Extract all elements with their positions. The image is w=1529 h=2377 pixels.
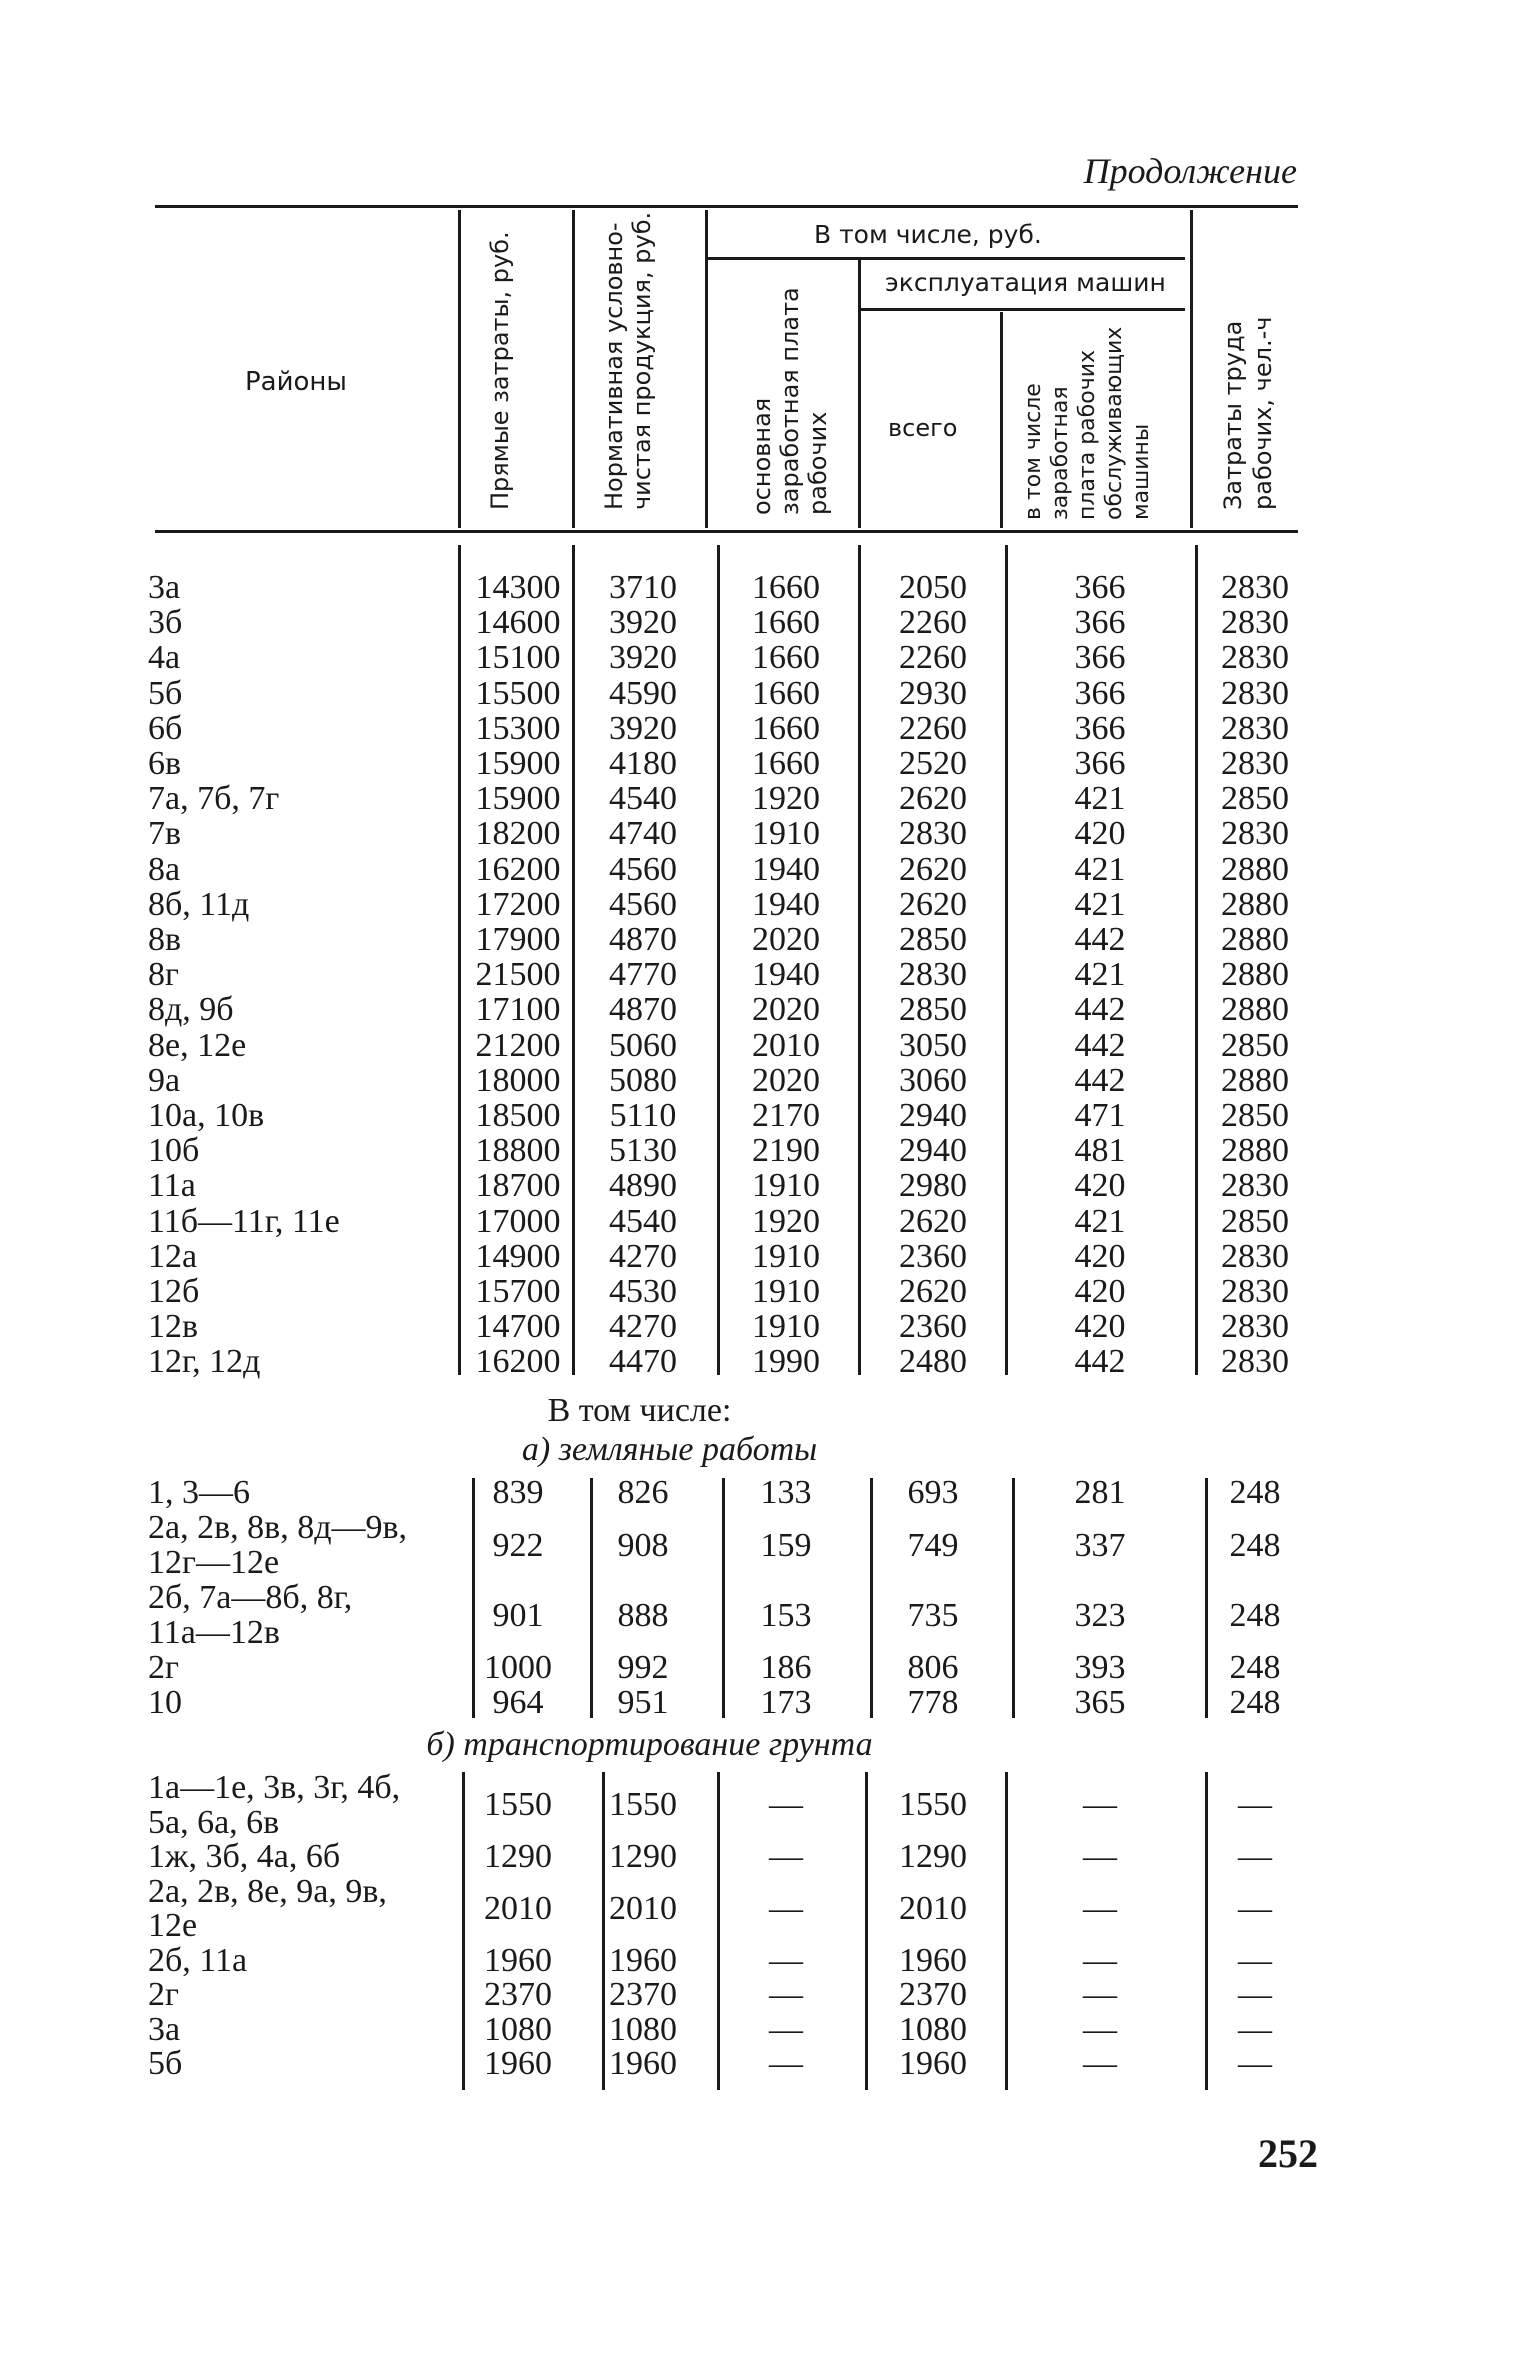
- cell-machines-wage: 366: [1074, 569, 1126, 606]
- cell-machines-wage: 366: [1074, 710, 1126, 747]
- header-bottom-rule: [155, 530, 1298, 533]
- cell-machines-wage: 421: [1074, 886, 1126, 923]
- cell-direct-costs: 2010: [484, 1890, 552, 1927]
- cell-machines-wage: —: [1083, 2011, 1117, 2048]
- cell-machines-total: 735: [907, 1597, 959, 1634]
- cell-base-wage: —: [769, 1942, 803, 1979]
- cell-direct-costs: 15500: [475, 675, 561, 712]
- region-name: 2б, 7а—8б, 8г,: [148, 1579, 353, 1616]
- cell-labor-costs: 2830: [1221, 604, 1289, 641]
- cell-normative-output: 4590: [609, 675, 677, 712]
- cell-machines-total: 2930: [899, 675, 967, 712]
- section-vrule: [602, 1772, 605, 2090]
- cell-labor-costs: 2830: [1221, 675, 1289, 712]
- cell-direct-costs: 14300: [475, 569, 561, 606]
- region-name: 1ж, 3б, 4а, 6б: [148, 1838, 341, 1875]
- cell-machines-total: 2520: [899, 745, 967, 782]
- region-name: 5б: [148, 2045, 183, 2082]
- section-vrule: [865, 1772, 868, 2090]
- region-name: 2г: [148, 1976, 179, 2013]
- cell-machines-wage: 337: [1074, 1527, 1126, 1564]
- cell-normative-output: 908: [617, 1527, 669, 1564]
- cell-labor-costs: —: [1238, 1890, 1272, 1927]
- region-name: 1а—1е, 3в, 3г, 4б,: [148, 1769, 401, 1806]
- region-name: 7а, 7б, 7г: [148, 780, 280, 817]
- region-name: 8г: [148, 956, 179, 993]
- region-name: 7в: [148, 815, 182, 852]
- cell-labor-costs: 2830: [1221, 745, 1289, 782]
- cell-machines-total: 1290: [899, 1838, 967, 1875]
- cell-direct-costs: 16200: [475, 1343, 561, 1380]
- region-name: 5а, 6а, 6в: [148, 1803, 280, 1841]
- cell-machines-wage: 421: [1074, 851, 1126, 888]
- cell-labor-costs: 2850: [1221, 780, 1289, 817]
- cell-base-wage: 2190: [752, 1132, 820, 1169]
- cell-direct-costs: 2370: [484, 1976, 552, 2013]
- cell-normative-output: 1960: [609, 2045, 677, 2082]
- cell-base-wage: —: [769, 2045, 803, 2082]
- cell-base-wage: 2020: [752, 921, 820, 958]
- cell-machines-total: 3050: [899, 1027, 967, 1064]
- header-regions: Районы: [245, 367, 347, 397]
- cell-normative-output: 4890: [609, 1167, 677, 1204]
- region-name: 4а: [148, 639, 181, 676]
- cell-machines-wage: 420: [1074, 1167, 1126, 1204]
- cell-base-wage: 1660: [752, 569, 820, 606]
- region-name: 8д, 9б: [148, 991, 234, 1028]
- cell-machines-wage: —: [1083, 2045, 1117, 2082]
- page-number: 252: [1258, 2131, 1318, 2176]
- cell-labor-costs: 2830: [1221, 815, 1289, 852]
- header-direct-costs: Прямые затраты, руб.: [486, 231, 514, 510]
- cell-direct-costs: 1550: [484, 1786, 552, 1823]
- cell-labor-costs: 2850: [1221, 1027, 1289, 1064]
- cell-machines-wage: 471: [1074, 1097, 1126, 1134]
- region-name: 12г, 12д: [148, 1343, 261, 1380]
- cell-machines-total: 2980: [899, 1167, 967, 1204]
- cell-direct-costs: 18700: [475, 1167, 561, 1204]
- cell-direct-costs: 18800: [475, 1132, 561, 1169]
- cell-direct-costs: 15100: [475, 639, 561, 676]
- cell-labor-costs: —: [1238, 1838, 1272, 1875]
- region-name: 8в: [148, 921, 182, 958]
- region-name: 11а—12в: [148, 1614, 280, 1651]
- header-base-wage: основная заработная плата рабочих: [748, 287, 832, 515]
- cell-direct-costs: 18500: [475, 1097, 561, 1134]
- header-labor-costs: Затраты труда рабочих, чел.-ч: [1219, 316, 1277, 510]
- region-name: 12а: [148, 1238, 198, 1275]
- section-vrule: [1205, 1478, 1208, 1718]
- cell-direct-costs: 21500: [475, 956, 561, 993]
- cell-labor-costs: 2880: [1221, 851, 1289, 888]
- cell-labor-costs: —: [1238, 2011, 1272, 2048]
- section-vrule: [722, 1478, 725, 1718]
- cell-base-wage: 1660: [752, 710, 820, 747]
- cell-base-wage: 2020: [752, 1062, 820, 1099]
- cell-normative-output: 1290: [609, 1838, 677, 1875]
- cell-machines-total: 2620: [899, 780, 967, 817]
- cell-labor-costs: 2880: [1221, 956, 1289, 993]
- cell-normative-output: 5080: [609, 1062, 677, 1099]
- cell-normative-output: 4180: [609, 745, 677, 782]
- cell-machines-total: 2620: [899, 1203, 967, 1240]
- header-vrule-4: [858, 260, 861, 528]
- cell-base-wage: 153: [760, 1597, 812, 1634]
- cell-direct-costs: 18000: [475, 1062, 561, 1099]
- cell-base-wage: —: [769, 1786, 803, 1823]
- cell-base-wage: 1940: [752, 851, 820, 888]
- section-vrule: [1205, 1772, 1208, 2090]
- cell-normative-output: 4870: [609, 921, 677, 958]
- cell-machines-wage: 442: [1074, 1027, 1126, 1064]
- cell-labor-costs: 2830: [1221, 1167, 1289, 1204]
- cell-direct-costs: 14600: [475, 604, 561, 641]
- region-name: 8б, 11д: [148, 886, 250, 923]
- cell-machines-total: 749: [907, 1527, 959, 1564]
- cell-base-wage: —: [769, 1890, 803, 1927]
- cell-machines-total: 806: [907, 1649, 959, 1686]
- cell-base-wage: 159: [760, 1527, 812, 1564]
- cell-machines-total: 2620: [899, 1273, 967, 1310]
- cell-base-wage: 2020: [752, 991, 820, 1028]
- section-vrule: [870, 1478, 873, 1718]
- cell-machines-total: 2050: [899, 569, 967, 606]
- region-name: 3а: [148, 2010, 181, 2048]
- cell-base-wage: 1660: [752, 675, 820, 712]
- cell-direct-costs: 1000: [484, 1649, 552, 1686]
- cell-machines-total: 2360: [899, 1308, 967, 1345]
- cell-base-wage: 1940: [752, 956, 820, 993]
- cell-direct-costs: 1290: [484, 1838, 552, 1875]
- header-incl-wage-service: в том числе заработная плата рабочих обслуживающих машины: [1021, 326, 1154, 520]
- region-name: 10б: [148, 1132, 200, 1169]
- cell-base-wage: 1910: [752, 1273, 820, 1310]
- cell-machines-total: 2260: [899, 710, 967, 747]
- cell-machines-total: 2010: [899, 1890, 967, 1927]
- header-normative-output: Нормативная условно-чистая продукция, руб.: [600, 211, 656, 510]
- cell-normative-output: 5060: [609, 1027, 677, 1064]
- cell-base-wage: 2010: [752, 1027, 820, 1064]
- cell-labor-costs: 2880: [1221, 991, 1289, 1028]
- cell-machines-total: 2260: [899, 639, 967, 676]
- cell-labor-costs: 2830: [1221, 1238, 1289, 1275]
- cell-machines-wage: 420: [1074, 1238, 1126, 1275]
- region-name: 6б: [148, 710, 183, 747]
- cell-machines-total: 1550: [899, 1786, 967, 1823]
- cell-base-wage: 186: [760, 1649, 812, 1686]
- cell-base-wage: 1660: [752, 745, 820, 782]
- region-name: 10а, 10в: [148, 1097, 265, 1134]
- cell-normative-output: 4470: [609, 1343, 677, 1380]
- cell-machines-total: 2620: [899, 851, 967, 888]
- region-name: 9а: [148, 1062, 181, 1099]
- cell-machines-total: 1080: [899, 2011, 967, 2048]
- cell-direct-costs: 901: [492, 1597, 544, 1634]
- cell-machines-wage: —: [1083, 1976, 1117, 2013]
- cell-machines-wage: 481: [1074, 1132, 1126, 1169]
- cell-base-wage: 1910: [752, 1167, 820, 1204]
- cell-machines-total: 2940: [899, 1097, 967, 1134]
- cell-machines-total: 693: [907, 1474, 959, 1511]
- cell-normative-output: 826: [617, 1474, 669, 1511]
- cell-normative-output: 5110: [609, 1097, 677, 1134]
- cell-base-wage: 173: [760, 1684, 812, 1721]
- cell-labor-costs: 248: [1229, 1597, 1281, 1634]
- cell-normative-output: 1550: [609, 1786, 677, 1823]
- cell-machines-wage: 442: [1074, 1062, 1126, 1099]
- body-vrule-4: [858, 545, 861, 1375]
- cell-direct-costs: 15900: [475, 780, 561, 817]
- cell-machines-wage: 366: [1074, 675, 1126, 712]
- cell-direct-costs: 17200: [475, 886, 561, 923]
- cell-direct-costs: 964: [492, 1684, 544, 1721]
- cell-normative-output: 4740: [609, 815, 677, 852]
- header-machine-operation: эксплуатация машин: [885, 268, 1166, 297]
- region-name: 12е: [148, 1907, 198, 1944]
- cell-labor-costs: 2830: [1221, 639, 1289, 676]
- cell-normative-output: 2370: [609, 1976, 677, 2013]
- cell-machines-wage: 366: [1074, 745, 1126, 782]
- cell-normative-output: 3920: [609, 639, 677, 676]
- cell-normative-output: 888: [617, 1597, 669, 1634]
- region-name: 12г—12е: [148, 1544, 280, 1581]
- cell-direct-costs: 1960: [484, 2045, 552, 2082]
- cell-normative-output: 3920: [609, 604, 677, 641]
- cell-normative-output: 4870: [609, 991, 677, 1028]
- region-name: 11б—11г, 11е: [148, 1203, 340, 1240]
- cell-direct-costs: 17100: [475, 991, 561, 1028]
- cell-machines-wage: 421: [1074, 1203, 1126, 1240]
- header-total: всего: [888, 414, 958, 442]
- cell-direct-costs: 15700: [475, 1273, 561, 1310]
- section-vrule: [1005, 1772, 1008, 2090]
- cell-direct-costs: 1080: [484, 2011, 552, 2048]
- cell-labor-costs: —: [1238, 1976, 1272, 2013]
- body-vrule-5: [1005, 545, 1008, 1375]
- region-name: 8а: [148, 851, 181, 888]
- cell-machines-wage: 442: [1074, 991, 1126, 1028]
- cell-base-wage: 1920: [752, 780, 820, 817]
- cell-normative-output: 4560: [609, 851, 677, 888]
- cell-base-wage: —: [769, 1976, 803, 2013]
- cell-machines-wage: 281: [1074, 1474, 1126, 1511]
- cell-machines-wage: 323: [1074, 1597, 1126, 1634]
- cell-base-wage: 2170: [752, 1097, 820, 1134]
- cell-machines-wage: 365: [1074, 1684, 1126, 1721]
- cell-base-wage: 1990: [752, 1343, 820, 1380]
- region-name: 2б, 11а: [148, 1941, 248, 1979]
- cell-base-wage: 1660: [752, 604, 820, 641]
- cell-direct-costs: 14700: [475, 1308, 561, 1345]
- region-name: 6в: [148, 745, 182, 782]
- cell-machines-wage: 393: [1074, 1649, 1126, 1686]
- region-name: 2а, 2в, 8е, 9а, 9в,: [148, 1872, 387, 1910]
- section-vrule: [717, 1772, 720, 2090]
- cell-machines-wage: —: [1083, 1838, 1117, 1875]
- cell-base-wage: —: [769, 1838, 803, 1875]
- cell-machines-wage: 366: [1074, 639, 1126, 676]
- cell-labor-costs: —: [1238, 2045, 1272, 2082]
- cell-machines-wage: —: [1083, 1942, 1117, 1979]
- region-name: 10: [148, 1684, 182, 1721]
- cell-machines-wage: 420: [1074, 815, 1126, 852]
- region-name: 2а, 2в, 8в, 8д—9в,: [148, 1509, 408, 1546]
- cell-normative-output: 4540: [609, 780, 677, 817]
- cell-machines-total: 2620: [899, 886, 967, 923]
- cell-machines-wage: —: [1083, 1786, 1117, 1823]
- cell-labor-costs: —: [1238, 1786, 1272, 1823]
- cell-machines-total: 2260: [899, 604, 967, 641]
- cell-base-wage: 1910: [752, 1308, 820, 1345]
- region-name: 5б: [148, 675, 183, 712]
- cell-labor-costs: —: [1238, 1942, 1272, 1979]
- cell-direct-costs: 922: [492, 1527, 544, 1564]
- cell-base-wage: 1940: [752, 886, 820, 923]
- cell-labor-costs: 2830: [1221, 1308, 1289, 1345]
- including-subrule: [705, 257, 1185, 260]
- cell-base-wage: 1910: [752, 1238, 820, 1275]
- cell-machines-total: 2830: [899, 956, 967, 993]
- cell-direct-costs: 1960: [484, 1942, 552, 1979]
- cell-machines-total: 2940: [899, 1132, 967, 1169]
- cell-normative-output: 3920: [609, 710, 677, 747]
- cell-normative-output: 4540: [609, 1203, 677, 1240]
- header-vrule-3: [705, 210, 708, 528]
- header-top-rule: [155, 205, 1298, 208]
- cell-labor-costs: 248: [1229, 1474, 1281, 1511]
- cell-machines-total: 2360: [899, 1238, 967, 1275]
- header-including: В том числе, руб.: [814, 220, 1042, 249]
- cell-direct-costs: 15300: [475, 710, 561, 747]
- cell-direct-costs: 839: [492, 1474, 544, 1511]
- region-name: 8е, 12е: [148, 1027, 247, 1064]
- cell-base-wage: 1660: [752, 639, 820, 676]
- cell-machines-total: 2850: [899, 991, 967, 1028]
- cell-base-wage: —: [769, 2011, 803, 2048]
- cell-normative-output: 3710: [609, 569, 677, 606]
- cell-direct-costs: 15900: [475, 745, 561, 782]
- cell-machines-total: 3060: [899, 1062, 967, 1099]
- cell-normative-output: 1960: [609, 1942, 677, 1979]
- cell-machines-wage: 420: [1074, 1308, 1126, 1345]
- cell-machines-wage: 421: [1074, 780, 1126, 817]
- cell-labor-costs: 2830: [1221, 710, 1289, 747]
- cell-direct-costs: 18200: [475, 815, 561, 852]
- header-vrule-5: [1000, 312, 1003, 528]
- cell-labor-costs: 2830: [1221, 1343, 1289, 1380]
- cell-machines-wage: 442: [1074, 1343, 1126, 1380]
- region-name: 12б: [148, 1273, 200, 1310]
- machines-subrule: [860, 308, 1185, 311]
- section-vrule: [1012, 1478, 1015, 1718]
- cell-direct-costs: 21200: [475, 1027, 561, 1064]
- cell-normative-output: 2010: [609, 1890, 677, 1927]
- body-vrule-3: [717, 545, 720, 1375]
- cell-machines-total: 2830: [899, 815, 967, 852]
- cell-labor-costs: 2880: [1221, 1132, 1289, 1169]
- cell-machines-total: 2370: [899, 1976, 967, 2013]
- header-vrule-1: [458, 210, 461, 528]
- cell-normative-output: 951: [617, 1684, 669, 1721]
- cell-labor-costs: 2880: [1221, 1062, 1289, 1099]
- continuation-label: Продолжение: [1083, 151, 1297, 191]
- cell-base-wage: 133: [760, 1474, 812, 1511]
- cell-labor-costs: 2880: [1221, 921, 1289, 958]
- cell-labor-costs: 2850: [1221, 1203, 1289, 1240]
- cell-machines-total: 2480: [899, 1343, 967, 1380]
- cell-machines-wage: 420: [1074, 1273, 1126, 1310]
- cell-normative-output: 4770: [609, 956, 677, 993]
- cell-normative-output: 4560: [609, 886, 677, 923]
- cell-machines-total: 1960: [899, 1942, 967, 1979]
- cell-labor-costs: 248: [1229, 1649, 1281, 1686]
- cell-normative-output: 4270: [609, 1308, 677, 1345]
- cell-machines-wage: 421: [1074, 956, 1126, 993]
- cell-direct-costs: 16200: [475, 851, 561, 888]
- region-name: 3а: [148, 569, 181, 606]
- cell-normative-output: 1080: [609, 2011, 677, 2048]
- cell-labor-costs: 248: [1229, 1684, 1281, 1721]
- section-vrule: [472, 1478, 475, 1718]
- cell-direct-costs: 14900: [475, 1238, 561, 1275]
- cell-normative-output: 4270: [609, 1238, 677, 1275]
- cell-labor-costs: 2850: [1221, 1097, 1289, 1134]
- cell-direct-costs: 17000: [475, 1203, 561, 1240]
- cell-normative-output: 992: [617, 1649, 669, 1686]
- region-name: 3б: [148, 604, 183, 641]
- including-heading: В том числе:: [547, 1392, 732, 1429]
- cell-machines-total: 2850: [899, 921, 967, 958]
- cell-direct-costs: 17900: [475, 921, 561, 958]
- region-name: 11а: [148, 1167, 196, 1204]
- cell-machines-wage: 442: [1074, 921, 1126, 958]
- cell-machines-total: 778: [907, 1684, 959, 1721]
- region-name: 12в: [148, 1308, 199, 1345]
- cell-machines-total: 1960: [899, 2045, 967, 2082]
- section-b-title: б) транспортирование грунта: [426, 1726, 873, 1763]
- header-vrule-2: [572, 210, 575, 528]
- cell-labor-costs: 248: [1229, 1527, 1281, 1564]
- section-a-title: а) земляные работы: [521, 1431, 818, 1468]
- cell-labor-costs: 2880: [1221, 886, 1289, 923]
- cell-base-wage: 1910: [752, 815, 820, 852]
- section-vrule: [462, 1772, 465, 2090]
- cell-labor-costs: 2830: [1221, 569, 1289, 606]
- cell-machines-wage: 366: [1074, 604, 1126, 641]
- cell-base-wage: 1920: [752, 1203, 820, 1240]
- cell-labor-costs: 2830: [1221, 1273, 1289, 1310]
- region-name: 2г: [148, 1649, 179, 1686]
- cell-machines-wage: —: [1083, 1890, 1117, 1927]
- section-vrule: [590, 1478, 593, 1718]
- header-vrule-6: [1190, 210, 1193, 528]
- region-name: 1, 3—6: [148, 1474, 250, 1511]
- cell-normative-output: 4530: [609, 1273, 677, 1310]
- cell-normative-output: 5130: [609, 1132, 677, 1169]
